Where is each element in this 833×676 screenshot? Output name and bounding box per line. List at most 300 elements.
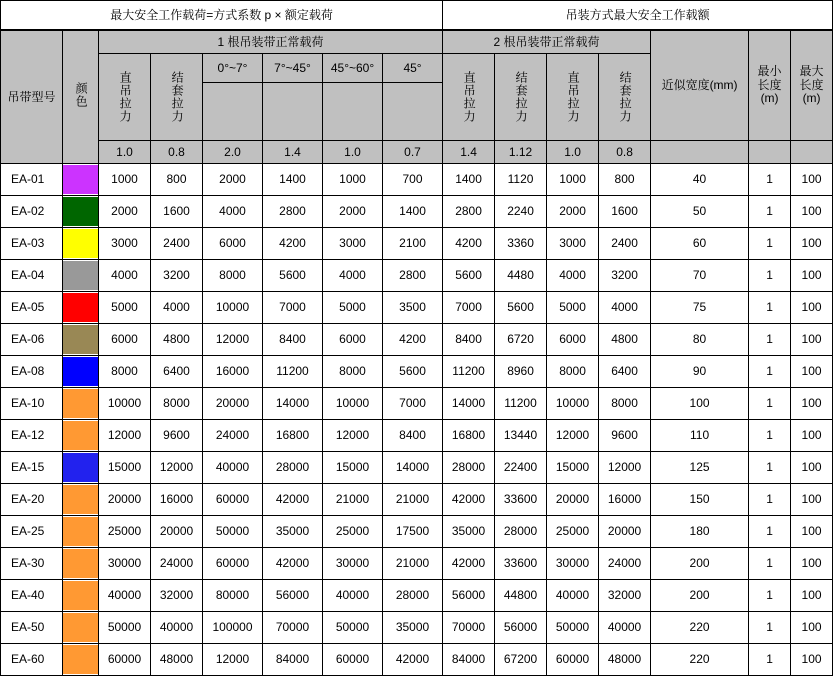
cell-load-value: 2400 <box>599 228 651 260</box>
cell-load-value: 1600 <box>599 196 651 228</box>
header-min-length-l1: 最小 <box>757 63 782 78</box>
cell-load-value: 20000 <box>599 516 651 548</box>
table-row <box>1 196 833 228</box>
cell-min-length: 1 <box>749 388 791 420</box>
cell-load-value: 8000 <box>547 356 599 388</box>
cell-load-value: 1600 <box>151 196 203 228</box>
cell-load-value: 15000 <box>547 452 599 484</box>
header-choke-pull-2-label: 结套拉力 <box>514 71 529 123</box>
cell-load-value: 8400 <box>443 324 495 356</box>
cell-load-value: 1000 <box>99 164 151 196</box>
table-row <box>1 228 833 260</box>
cell-color-swatch <box>63 356 99 388</box>
cell-width: 40 <box>651 164 749 196</box>
cell-load-value: 5600 <box>495 292 547 324</box>
cell-max-length: 100 <box>791 516 833 548</box>
cell-load-value: 50000 <box>203 516 263 548</box>
cell-width: 220 <box>651 644 749 676</box>
color-swatch <box>63 293 98 322</box>
cell-max-length: 100 <box>791 484 833 516</box>
header-max-length-l3: (m) <box>802 91 821 106</box>
cell-model: EA-06 <box>1 324 63 356</box>
cell-load-value: 30000 <box>99 548 151 580</box>
cell-load-value: 100000 <box>203 612 263 644</box>
cell-load-value: 56000 <box>263 580 323 612</box>
cell-load-value: 12000 <box>323 420 383 452</box>
header-width <box>651 31 749 141</box>
cell-load-value: 2000 <box>323 196 383 228</box>
header-straight-pull-1 <box>99 54 151 141</box>
cell-load-value: 2800 <box>263 196 323 228</box>
cell-load-value: 1400 <box>443 164 495 196</box>
cell-color-swatch <box>63 452 99 484</box>
cell-load-value: 2400 <box>151 228 203 260</box>
header-spacer-7-45 <box>263 83 323 141</box>
cell-load-value: 6000 <box>547 324 599 356</box>
cell-load-value: 1400 <box>383 196 443 228</box>
cell-load-value: 1000 <box>547 164 599 196</box>
cell-model: EA-40 <box>1 580 63 612</box>
cell-load-value: 33600 <box>495 548 547 580</box>
coefficient-cell: 0.8 <box>599 141 651 164</box>
cell-load-value: 4000 <box>323 260 383 292</box>
cell-load-value: 6400 <box>151 356 203 388</box>
cell-load-value: 5000 <box>547 292 599 324</box>
cell-load-value: 5000 <box>99 292 151 324</box>
cell-load-value: 8000 <box>323 356 383 388</box>
cell-load-value: 60000 <box>203 484 263 516</box>
cell-load-value: 2000 <box>203 164 263 196</box>
cell-load-value: 20000 <box>203 388 263 420</box>
color-swatch <box>63 389 98 418</box>
load-capacity-table <box>0 30 833 676</box>
cell-load-value: 42000 <box>383 644 443 676</box>
cell-min-length: 1 <box>749 516 791 548</box>
cell-load-value: 4000 <box>547 260 599 292</box>
cell-load-value: 3000 <box>547 228 599 260</box>
cell-load-value: 8400 <box>383 420 443 452</box>
color-swatch <box>63 485 98 514</box>
cell-max-length: 100 <box>791 196 833 228</box>
cell-load-value: 9600 <box>151 420 203 452</box>
table-row <box>1 164 833 196</box>
cell-load-value: 12000 <box>599 452 651 484</box>
cell-load-value: 10000 <box>203 292 263 324</box>
cell-load-value: 9600 <box>599 420 651 452</box>
cell-min-length: 1 <box>749 356 791 388</box>
cell-width: 90 <box>651 356 749 388</box>
cell-load-value: 42000 <box>263 548 323 580</box>
cell-load-value: 60000 <box>547 644 599 676</box>
cell-load-value: 2100 <box>383 228 443 260</box>
coefficient-cell: 1.0 <box>99 141 151 164</box>
cell-load-value: 5000 <box>323 292 383 324</box>
color-swatch <box>63 453 98 482</box>
cell-width: 110 <box>651 420 749 452</box>
cell-color-swatch <box>63 516 99 548</box>
header-spacer-45 <box>383 83 443 141</box>
cell-load-value: 2240 <box>495 196 547 228</box>
cell-load-value: 14000 <box>263 388 323 420</box>
coefficient-cell: 1.4 <box>443 141 495 164</box>
cell-load-value: 5600 <box>263 260 323 292</box>
cell-width: 180 <box>651 516 749 548</box>
cell-load-value: 28000 <box>263 452 323 484</box>
cell-max-length: 100 <box>791 260 833 292</box>
cell-load-value: 21000 <box>383 548 443 580</box>
coefficient-spacer-max <box>791 141 833 164</box>
cell-load-value: 16000 <box>151 484 203 516</box>
cell-load-value: 12000 <box>203 324 263 356</box>
cell-load-value: 4800 <box>599 324 651 356</box>
cell-load-value: 17500 <box>383 516 443 548</box>
cell-load-value: 12000 <box>547 420 599 452</box>
cell-min-length: 1 <box>749 612 791 644</box>
cell-load-value: 50000 <box>99 612 151 644</box>
cell-load-value: 24000 <box>151 548 203 580</box>
cell-width: 75 <box>651 292 749 324</box>
header-spacer-45-60 <box>323 83 383 141</box>
cell-load-value: 800 <box>599 164 651 196</box>
color-swatch <box>63 549 98 578</box>
cell-load-value: 70000 <box>443 612 495 644</box>
cell-load-value: 1400 <box>263 164 323 196</box>
cell-load-value: 4200 <box>383 324 443 356</box>
cell-width: 200 <box>651 580 749 612</box>
cell-load-value: 32000 <box>599 580 651 612</box>
header-choke-pull-2 <box>495 54 547 141</box>
cell-model: EA-01 <box>1 164 63 196</box>
cell-color-swatch <box>63 548 99 580</box>
cell-model: EA-02 <box>1 196 63 228</box>
cell-load-value: 12000 <box>203 644 263 676</box>
cell-load-value: 2000 <box>99 196 151 228</box>
cell-color-swatch <box>63 580 99 612</box>
color-swatch <box>63 357 98 386</box>
cell-width: 125 <box>651 452 749 484</box>
cell-load-value: 10000 <box>99 388 151 420</box>
cell-width: 150 <box>651 484 749 516</box>
table-row <box>1 452 833 484</box>
banner-left-text: 最大安全工作载荷=方式系数 p × 额定载荷 <box>1 1 443 30</box>
cell-min-length: 1 <box>749 452 791 484</box>
header-angle-45: 45° <box>383 54 443 83</box>
cell-load-value: 25000 <box>99 516 151 548</box>
cell-load-value: 3500 <box>383 292 443 324</box>
cell-min-length: 1 <box>749 484 791 516</box>
color-swatch <box>63 613 98 642</box>
cell-max-length: 100 <box>791 324 833 356</box>
table-row <box>1 580 833 612</box>
cell-load-value: 16000 <box>203 356 263 388</box>
cell-model: EA-08 <box>1 356 63 388</box>
table-row <box>1 612 833 644</box>
cell-load-value: 50000 <box>323 612 383 644</box>
cell-model: EA-10 <box>1 388 63 420</box>
cell-load-value: 21000 <box>323 484 383 516</box>
header-angle-7-45: 7°~45° <box>263 54 323 83</box>
cell-load-value: 56000 <box>495 612 547 644</box>
cell-max-length: 100 <box>791 228 833 260</box>
cell-load-value: 6000 <box>203 228 263 260</box>
cell-color-swatch <box>63 324 99 356</box>
header-width-label: 近似宽度(mm) <box>661 78 738 92</box>
cell-load-value: 3200 <box>599 260 651 292</box>
header-straight-pull-2-label: 直吊拉力 <box>462 71 477 123</box>
cell-model: EA-12 <box>1 420 63 452</box>
table-row <box>1 260 833 292</box>
cell-color-swatch <box>63 260 99 292</box>
cell-load-value: 21000 <box>383 484 443 516</box>
header-model <box>1 31 63 164</box>
cell-load-value: 40000 <box>151 612 203 644</box>
header-spacer-0-7 <box>203 83 263 141</box>
cell-min-length: 1 <box>749 644 791 676</box>
header-straight-pull-1-label: 直吊拉力 <box>118 71 133 123</box>
cell-load-value: 3360 <box>495 228 547 260</box>
cell-load-value: 8000 <box>151 388 203 420</box>
table-row <box>1 324 833 356</box>
coefficient-cell: 1.0 <box>547 141 599 164</box>
cell-load-value: 1000 <box>323 164 383 196</box>
header-max-length-l1: 最大 <box>799 63 824 78</box>
header-straight-pull-3-label: 直吊拉力 <box>566 71 581 123</box>
cell-model: EA-20 <box>1 484 63 516</box>
color-swatch <box>63 325 98 354</box>
cell-width: 50 <box>651 196 749 228</box>
cell-load-value: 11200 <box>443 356 495 388</box>
cell-load-value: 42000 <box>443 484 495 516</box>
cell-load-value: 67200 <box>495 644 547 676</box>
cell-load-value: 11200 <box>263 356 323 388</box>
cell-width: 100 <box>651 388 749 420</box>
cell-model: EA-04 <box>1 260 63 292</box>
cell-max-length: 100 <box>791 164 833 196</box>
coefficient-row <box>1 141 833 164</box>
cell-min-length: 1 <box>749 260 791 292</box>
cell-load-value: 84000 <box>263 644 323 676</box>
cell-max-length: 100 <box>791 388 833 420</box>
cell-load-value: 4000 <box>203 196 263 228</box>
cell-load-value: 4000 <box>99 260 151 292</box>
cell-load-value: 60000 <box>99 644 151 676</box>
coefficient-spacer-width <box>651 141 749 164</box>
cell-load-value: 3000 <box>323 228 383 260</box>
coefficient-cell: 0.7 <box>383 141 443 164</box>
cell-load-value: 44800 <box>495 580 547 612</box>
cell-load-value: 40000 <box>599 612 651 644</box>
cell-load-value: 24000 <box>203 420 263 452</box>
table-row <box>1 420 833 452</box>
cell-load-value: 2000 <box>547 196 599 228</box>
cell-width: 220 <box>651 612 749 644</box>
cell-load-value: 6000 <box>99 324 151 356</box>
cell-color-swatch <box>63 196 99 228</box>
header-choke-pull-3 <box>599 54 651 141</box>
cell-load-value: 35000 <box>443 516 495 548</box>
cell-load-value: 14000 <box>443 388 495 420</box>
cell-max-length: 100 <box>791 292 833 324</box>
cell-load-value: 28000 <box>383 580 443 612</box>
color-swatch <box>63 517 98 546</box>
cell-max-length: 100 <box>791 644 833 676</box>
color-swatch <box>63 421 98 450</box>
cell-load-value: 25000 <box>323 516 383 548</box>
color-swatch <box>63 229 98 258</box>
header-straight-pull-2 <box>443 54 495 141</box>
cell-load-value: 48000 <box>151 644 203 676</box>
color-swatch <box>63 261 98 290</box>
cell-load-value: 48000 <box>599 644 651 676</box>
cell-min-length: 1 <box>749 324 791 356</box>
table-row <box>1 516 833 548</box>
cell-load-value: 20000 <box>151 516 203 548</box>
cell-load-value: 4200 <box>443 228 495 260</box>
cell-load-value: 13440 <box>495 420 547 452</box>
cell-load-value: 60000 <box>203 548 263 580</box>
cell-load-value: 7000 <box>263 292 323 324</box>
cell-load-value: 40000 <box>203 452 263 484</box>
cell-load-value: 3200 <box>151 260 203 292</box>
cell-color-swatch <box>63 292 99 324</box>
cell-load-value: 4480 <box>495 260 547 292</box>
header-angle-0-7: 0°~7° <box>203 54 263 83</box>
cell-load-value: 40000 <box>99 580 151 612</box>
color-swatch <box>63 165 98 194</box>
cell-load-value: 6000 <box>323 324 383 356</box>
cell-min-length: 1 <box>749 164 791 196</box>
header-min-length-l3: (m) <box>760 91 779 106</box>
cell-load-value: 10000 <box>547 388 599 420</box>
cell-color-swatch <box>63 484 99 516</box>
cell-load-value: 10000 <box>323 388 383 420</box>
cell-load-value: 60000 <box>323 644 383 676</box>
cell-min-length: 1 <box>749 580 791 612</box>
cell-color-swatch <box>63 612 99 644</box>
cell-load-value: 16000 <box>599 484 651 516</box>
cell-load-value: 40000 <box>547 580 599 612</box>
cell-load-value: 28000 <box>443 452 495 484</box>
cell-load-value: 24000 <box>599 548 651 580</box>
coefficient-spacer-min <box>749 141 791 164</box>
cell-load-value: 3000 <box>99 228 151 260</box>
cell-load-value: 7000 <box>383 388 443 420</box>
banner-right-text: 吊装方式最大安全工作载额 <box>443 1 833 30</box>
coefficient-cell: 1.0 <box>323 141 383 164</box>
coefficient-cell: 2.0 <box>203 141 263 164</box>
header-min-length <box>749 31 791 141</box>
table-row <box>1 548 833 580</box>
cell-min-length: 1 <box>749 292 791 324</box>
cell-load-value: 35000 <box>263 516 323 548</box>
header-max-length <box>791 31 833 141</box>
cell-load-value: 4000 <box>599 292 651 324</box>
cell-model: EA-05 <box>1 292 63 324</box>
cell-load-value: 15000 <box>323 452 383 484</box>
cell-load-value: 6400 <box>599 356 651 388</box>
cell-model: EA-60 <box>1 644 63 676</box>
cell-load-value: 4200 <box>263 228 323 260</box>
cell-load-value: 42000 <box>443 548 495 580</box>
cell-load-value: 25000 <box>547 516 599 548</box>
cell-min-length: 1 <box>749 420 791 452</box>
table-row <box>1 644 833 676</box>
cell-load-value: 11200 <box>495 388 547 420</box>
cell-load-value: 56000 <box>443 580 495 612</box>
header-angle-45-60: 45°~60° <box>323 54 383 83</box>
table-body <box>1 164 833 676</box>
cell-model: EA-03 <box>1 228 63 260</box>
coefficient-cell: 1.12 <box>495 141 547 164</box>
cell-model: EA-30 <box>1 548 63 580</box>
cell-load-value: 32000 <box>151 580 203 612</box>
cell-load-value: 16800 <box>263 420 323 452</box>
color-swatch <box>63 197 98 226</box>
cell-color-swatch <box>63 420 99 452</box>
table-row <box>1 292 833 324</box>
cell-color-swatch <box>63 228 99 260</box>
cell-model: EA-25 <box>1 516 63 548</box>
cell-max-length: 100 <box>791 580 833 612</box>
cell-load-value: 35000 <box>383 612 443 644</box>
cell-min-length: 1 <box>749 196 791 228</box>
cell-load-value: 8000 <box>99 356 151 388</box>
cell-load-value: 800 <box>151 164 203 196</box>
cell-max-length: 100 <box>791 612 833 644</box>
cell-load-value: 6720 <box>495 324 547 356</box>
banner-row <box>1 1 833 30</box>
header-max-length-l2: 长度 <box>799 77 824 92</box>
table-row <box>1 356 833 388</box>
cell-color-swatch <box>63 388 99 420</box>
cell-load-value: 8960 <box>495 356 547 388</box>
cell-load-value: 8000 <box>599 388 651 420</box>
cell-load-value: 80000 <box>203 580 263 612</box>
cell-load-value: 1120 <box>495 164 547 196</box>
header-min-length-l2: 长度 <box>757 77 782 92</box>
cell-load-value: 8000 <box>203 260 263 292</box>
cell-width: 80 <box>651 324 749 356</box>
header-group-one-sling: 1 根吊装带正常载荷 <box>99 31 443 54</box>
cell-width: 70 <box>651 260 749 292</box>
cell-load-value: 4000 <box>151 292 203 324</box>
cell-load-value: 12000 <box>151 452 203 484</box>
table-row <box>1 484 833 516</box>
cell-load-value: 28000 <box>495 516 547 548</box>
cell-load-value: 7000 <box>443 292 495 324</box>
cell-load-value: 14000 <box>383 452 443 484</box>
cell-width: 60 <box>651 228 749 260</box>
header-choke-pull-1-label: 结套拉力 <box>170 71 185 123</box>
cell-max-length: 100 <box>791 420 833 452</box>
cell-model: EA-15 <box>1 452 63 484</box>
cell-load-value: 22400 <box>495 452 547 484</box>
table-row <box>1 388 833 420</box>
header-choke-pull-3-label: 结套拉力 <box>618 71 633 123</box>
cell-min-length: 1 <box>749 228 791 260</box>
header-model-label: 吊带型号 <box>7 89 56 104</box>
cell-max-length: 100 <box>791 356 833 388</box>
cell-width: 200 <box>651 548 749 580</box>
coefficient-cell: 1.4 <box>263 141 323 164</box>
header-color <box>63 31 99 164</box>
header-choke-pull-1 <box>151 54 203 141</box>
cell-load-value: 42000 <box>263 484 323 516</box>
cell-load-value: 30000 <box>323 548 383 580</box>
cell-load-value: 20000 <box>547 484 599 516</box>
cell-load-value: 4800 <box>151 324 203 356</box>
header-straight-pull-3 <box>547 54 599 141</box>
